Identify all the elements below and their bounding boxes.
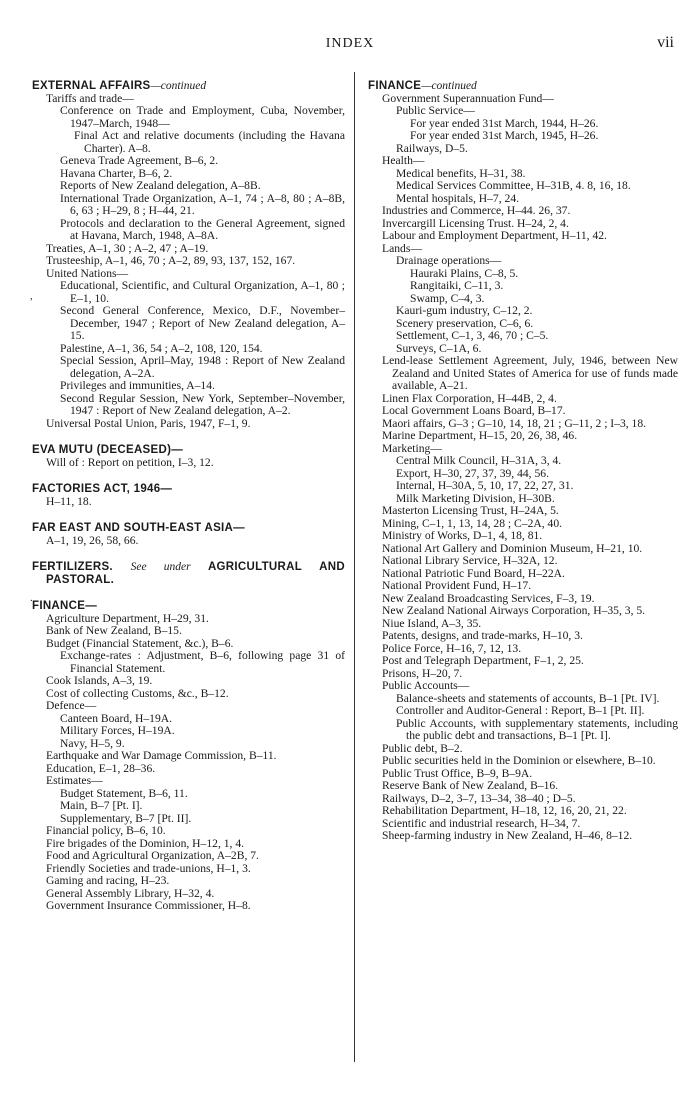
index-entry: Maori affairs, G–3 ; G–10, 14, 18, 21 ; G–11, 2 ; I–3, 18. [382, 416, 647, 430]
index-entry: General Assembly Library, H–32, 4. [46, 886, 215, 900]
index-entry: Marketing— [382, 441, 442, 455]
index-entry: Earthquake and War Damage Commission, B–11. [46, 749, 277, 762]
index-entry: Educational, Scientific, and Cultural Organization, A–1, 80 ; E–1, 10. [60, 279, 345, 305]
index-entry: Ministry of Works, D–1, 4, 18, 81. [382, 529, 543, 542]
index-entry: Special Session, April–May, 1948 : Report of New Zealand delegation, A–2A. [60, 354, 345, 380]
index-entry: Public securities held in the Dominion or elsewhere, B–10. [382, 754, 656, 767]
index-entry: United Nations— [46, 266, 129, 280]
index-entry: Niue Island, A–3, 35. [382, 616, 482, 630]
index-entry: Sheep-farming industry in New Zealand, H–46, 8–12. [382, 829, 633, 842]
index-entry: Invercargill Licensing Trust. H–24, 2, 4. [382, 216, 569, 230]
section-heading: FAR EAST AND SOUTH-EAST ASIA— [32, 522, 245, 534]
index-entry: Public Accounts, with supplementary statements, including the public debt and transactions, B–1 [Pt. I]. [396, 716, 678, 742]
index-entry: Marine Department, H–15, 20, 26, 38, 46. [382, 429, 578, 442]
index-entry: Medical Services Committee, H–31B, 4. 8, 16, 18. [396, 179, 631, 192]
index-entry: Privileges and immunities, A–14. [60, 379, 215, 392]
index-entry: Budget Statement, B–6, 11. [60, 786, 188, 800]
index-entry: Will of : Report on petition, I–3, 12. [46, 455, 214, 469]
index-entry: Linen Flax Corporation, H–44B, 2, 4. [382, 391, 557, 405]
index-entry: Surveys, C–1A, 6. [396, 341, 482, 355]
index-entry: Swamp, C–4, 3. [410, 291, 485, 305]
index-entry: For year ended 31st March, 1944, H–26. [410, 116, 599, 130]
index-entry: Controller and Auditor-General : Report, B–1 [Pt. II]. [396, 704, 645, 717]
index-entry: National Art Gallery and Dominion Museum, H–21, 10. [382, 541, 643, 555]
index-entry: Education, E–1, 28–36. [46, 761, 156, 775]
index-entry: Central Milk Council, H–31A, 3, 4. [396, 454, 562, 467]
index-entry: Palestine, A–1, 36, 54 ; A–2, 108, 120, 154. [60, 341, 263, 355]
index-entry: Government Insurance Commissioner, H–8. [46, 899, 251, 912]
index-entry: Hauraki Plains, C–8, 5. [410, 266, 519, 280]
index-entry: Kauri-gum industry, C–12, 2. [396, 304, 533, 317]
index-entry: Balance-sheets and statements of accounts, B–1 [Pt. IV]. [396, 691, 660, 705]
index-entry: Exchange-rates : Adjustment, B–6, following page 31 of Financial Statement. [60, 649, 345, 675]
index-entry: Bank of New Zealand, B–15. [46, 624, 182, 637]
index-entry: Railways, D–2, 3–7, 13–34, 38–40 ; D–5. [382, 791, 576, 805]
index-entry: National Provident Fund, H–17. [382, 579, 532, 592]
index-entry: Estimates— [46, 774, 103, 787]
index-entry: Protocols and declaration to the General Agreement, signed at Havana, March, 1948, A–8A. [60, 216, 345, 242]
section-heading: EVA MUTU (DECEASED)— [32, 444, 184, 456]
index-entry: Local Government Loans Board, B–17. [382, 404, 566, 417]
index-entry: Canteen Board, H–19A. [60, 711, 173, 725]
section-heading-continued [32, 80, 345, 93]
index-entry: Public Service— [396, 104, 475, 117]
index-entry: Trusteeship, A–1, 46, 70 ; A–2, 89, 93, 137, 152, 167. [46, 254, 296, 267]
index-entry: Treaties, A–1, 30 ; A–2, 47 ; A–19. [46, 241, 209, 255]
index-entry: Reserve Bank of New Zealand, B–16. [382, 779, 559, 792]
index-entry: Supplementary, B–7 [Pt. II]. [60, 811, 192, 825]
index-entry: Industries and Commerce, H–44. 26, 37. [382, 204, 571, 217]
heading-text: FERTILIZERS. [32, 561, 113, 573]
heading-text: EXTERNAL AFFAIRS [32, 80, 151, 92]
index-entry: Final Act and relative documents (including the Havana Charter). A–8. [74, 129, 345, 155]
section-gap [32, 547, 345, 561]
index-entry: Cost of collecting Customs, &c., B–12. [46, 686, 229, 700]
index-entry: New Zealand National Airways Corporation, H–35, 3, 5. [382, 604, 646, 617]
index-entry: Lend-lease Settlement Agreement, July, 1946, between New Zealand and United States of America for use of funds made available, A–21. [382, 354, 678, 392]
index-entry: Military Forces, H–19A. [60, 724, 175, 737]
index-entry: Masterton Licensing Trust, H–24A, 5. [382, 504, 559, 517]
section-heading-continued [368, 80, 678, 93]
index-entry: Settlement, C–1, 3, 46, 70 ; C–5. [396, 329, 549, 342]
index-entry: Reports of New Zealand delegation, A–8B. [60, 179, 261, 192]
index-entry: Prisons, H–20, 7. [382, 666, 463, 680]
heading-text: FINANCE [368, 80, 422, 92]
index-entry: Friendly Societies and trade-unions, H–1, 3. [46, 861, 251, 875]
index-entry: Gaming and racing, H–23. [46, 874, 170, 887]
continued-label: —continued [421, 80, 477, 92]
index-entry: Medical benefits, H–31, 38. [396, 166, 526, 180]
index-entry: Financial policy, B–6, 10. [46, 824, 166, 837]
index-entry: Cook Islands, A–3, 19. [46, 674, 153, 687]
index-entry: Milk Marketing Division, H–30B. [396, 491, 555, 505]
index-entry: Drainage operations— [396, 254, 502, 267]
index-entry: New Zealand Broadcasting Services, F–3, 19. [382, 591, 595, 605]
index-entry: Public Trust Office, B–9, B–9A. [382, 766, 533, 780]
index-entry: Budget (Financial Statement, &c.), B–6. [46, 636, 234, 650]
section-heading: FACTORIES ACT, 1946— [32, 483, 173, 495]
right-column [368, 80, 678, 843]
index-entry: National Library Service, H–32A, 12. [382, 554, 558, 567]
index-entry: Universal Postal Union, Paris, 1947, F–1, 9. [46, 416, 251, 430]
index-entry: For year ended 31st March, 1945, H–26. [410, 129, 599, 142]
index-entry: National Patriotic Fund Board, H–22A. [382, 566, 565, 580]
section-gap [32, 469, 345, 483]
index-entry: Mining, C–1, 1, 13, 14, 28 ; C–2A, 40. [382, 516, 563, 530]
continued-label: —continued [150, 80, 207, 92]
index-entry: A–1, 19, 26, 58, 66. [46, 533, 139, 547]
index-entry: Defence— [46, 699, 97, 712]
index-entry: Food and Agricultural Organization, A–2B, 7. [46, 849, 259, 862]
index-entry: Rehabilitation Department, H–18, 12, 16, 20, 21, 22. [382, 804, 627, 817]
index-entry: Navy, H–5, 9. [60, 736, 125, 750]
index-entry: Geneva Trade Agreement, B–6, 2. [60, 154, 219, 167]
margin-mark: . [30, 592, 33, 604]
index-entry: Second General Conference, Mexico, D.F., November–December, 1947 ; Report of New Zealand delegation, A–15. [60, 304, 345, 342]
index-entry: Havana Charter, B–6, 2. [60, 166, 173, 180]
index-entry: Public Accounts— [382, 679, 470, 692]
section-gap [32, 430, 345, 444]
index-entry: Post and Telegraph Department, F–1, 2, 25. [382, 654, 584, 667]
index-entry: Police Force, H–16, 7, 12, 13. [382, 641, 522, 655]
index-entry: Tariffs and trade— [46, 91, 134, 105]
section-heading: FINANCE— [32, 600, 98, 612]
page-header [0, 36, 700, 56]
section-gap [32, 508, 345, 522]
section-gap [32, 586, 345, 600]
cross-reference-heading [32, 561, 345, 586]
page-title: INDEX [325, 36, 375, 51]
cross-reference-target: AGRICULTURAL AND PASTORAL. [46, 561, 345, 586]
page-number: vii [657, 34, 674, 51]
index-entry: Internal, H–30A, 5, 10, 17, 22, 27, 31. [396, 479, 574, 492]
index-entry: International Trade Organization, A–1, 74 ; A–8, 80 ; A–8B, 6, 63 ; H–29, 8 ; H–44, 21. [60, 191, 345, 217]
index-entry: Export, H–30, 27, 37, 39, 44, 56. [396, 466, 549, 480]
index-entry: Agriculture Department, H–29, 31. [46, 611, 209, 625]
index-entry: Government Superannuation Fund— [382, 91, 554, 105]
index-entry: Scientific and industrial research, H–34, 7. [382, 816, 581, 830]
index-entry: Patents, designs, and trade-marks, H–10, 3. [382, 629, 583, 642]
index-entry: Railways, D–5. [396, 141, 468, 155]
index-entry: Conference on Trade and Employment, Cuba, November, 1947–March, 1948— [60, 104, 345, 130]
column-divider [354, 72, 355, 1062]
index-entry: Scenery preservation, C–6, 6. [396, 316, 534, 330]
see-under-label: See under [130, 561, 191, 573]
index-entry: Second Regular Session, New York, September–November, 1947 : Report of New Zealand delegation, A–2. [60, 391, 345, 417]
index-entry: Lands— [382, 241, 422, 255]
index-entry: Fire brigades of the Dominion, H–12, 1, 4. [46, 836, 245, 850]
margin-mark: , [30, 290, 33, 302]
index-entry: Labour and Employment Department, H–11, 42. [382, 229, 607, 242]
index-entry: Main, B–7 [Pt. I]. [60, 799, 143, 812]
index-entry: Rangitaiki, C–11, 3. [410, 279, 504, 292]
index-entry: Health— [382, 154, 425, 167]
left-column [32, 80, 345, 913]
index-entry: Public debt, B–2. [382, 741, 463, 755]
index-entry: H–11, 18. [46, 494, 92, 508]
index-entry: Mental hospitals, H–7, 24. [396, 191, 520, 205]
